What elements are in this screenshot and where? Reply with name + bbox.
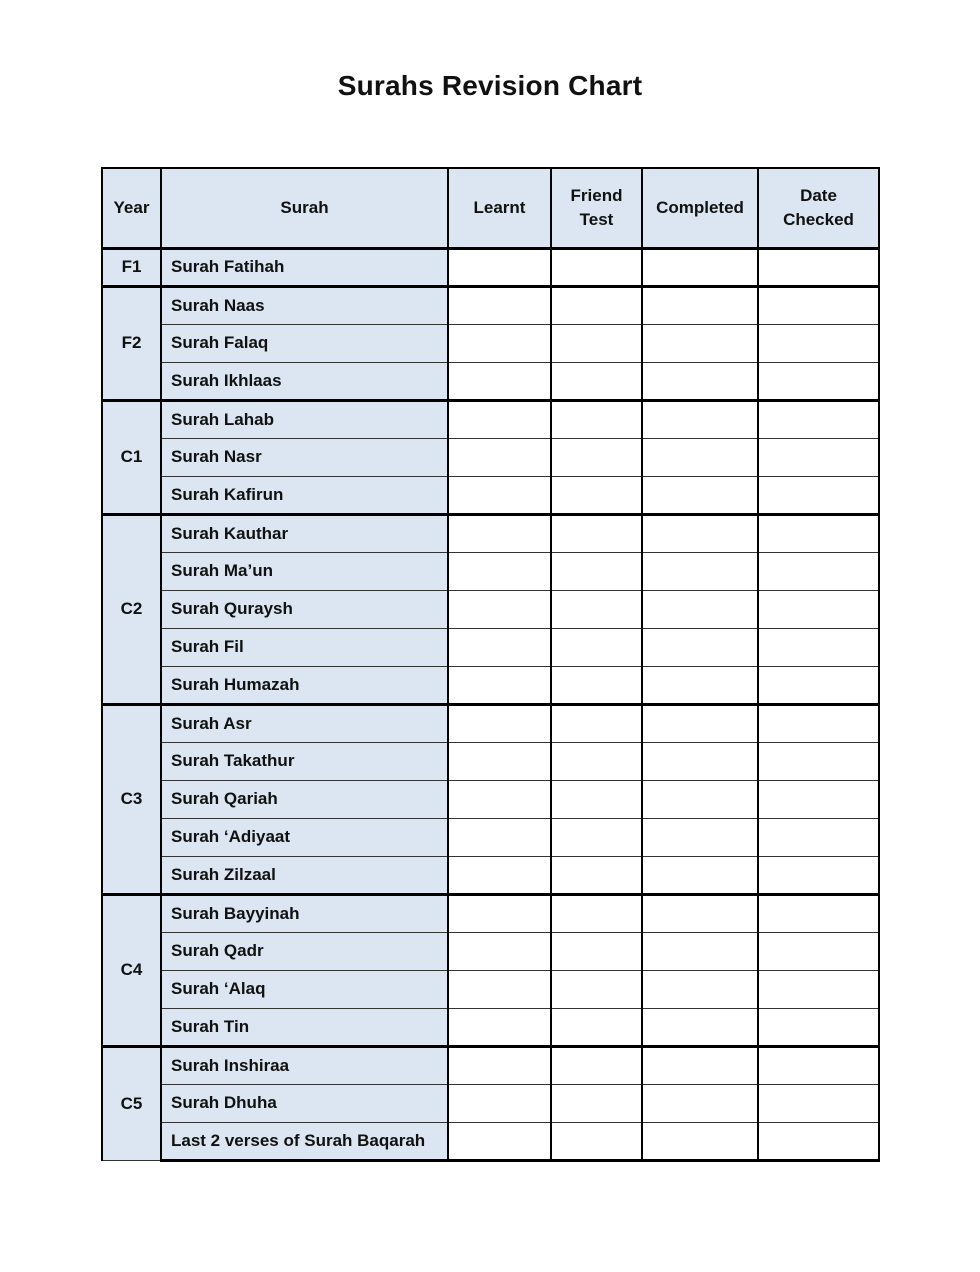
friend-test-check-cell[interactable] <box>551 324 642 362</box>
learnt-check-cell[interactable] <box>448 666 551 704</box>
header-friend-test <box>551 168 642 248</box>
friend-test-check-cell[interactable] <box>551 666 642 704</box>
learnt-check-cell[interactable] <box>448 894 551 932</box>
table-row <box>102 666 879 704</box>
header-row <box>102 168 879 248</box>
learnt-check-cell[interactable] <box>448 818 551 856</box>
year-cell: C2 <box>102 514 161 704</box>
friend-test-check-cell[interactable] <box>551 1046 642 1084</box>
learnt-check-cell[interactable] <box>448 856 551 894</box>
date-checked-cell[interactable] <box>758 894 879 932</box>
header-date-checked-line1: Date <box>800 185 837 205</box>
learnt-check-cell[interactable] <box>448 1046 551 1084</box>
table-row <box>102 1122 879 1160</box>
table-body <box>102 248 879 1160</box>
completed-check-cell[interactable] <box>642 248 758 286</box>
surah-cell: Surah Qadr <box>161 932 448 970</box>
date-checked-cell[interactable] <box>758 1122 879 1160</box>
completed-check-cell[interactable] <box>642 666 758 704</box>
completed-check-cell[interactable] <box>642 476 758 514</box>
completed-check-cell[interactable] <box>642 286 758 324</box>
completed-check-cell[interactable] <box>642 932 758 970</box>
table-row <box>102 476 879 514</box>
friend-test-check-cell[interactable] <box>551 780 642 818</box>
learnt-check-cell[interactable] <box>448 1084 551 1122</box>
completed-check-cell[interactable] <box>642 894 758 932</box>
table-row <box>102 514 879 552</box>
friend-test-check-cell[interactable] <box>551 894 642 932</box>
completed-check-cell[interactable] <box>642 970 758 1008</box>
surah-cell: Surah Naas <box>161 286 448 324</box>
header-surah: Surah <box>161 168 448 248</box>
year-cell: C3 <box>102 704 161 894</box>
table-row <box>102 400 879 438</box>
completed-check-cell[interactable] <box>642 514 758 552</box>
friend-test-check-cell[interactable] <box>551 1122 642 1160</box>
completed-check-cell[interactable] <box>642 362 758 400</box>
friend-test-check-cell[interactable] <box>551 438 642 476</box>
completed-check-cell[interactable] <box>642 818 758 856</box>
date-checked-cell[interactable] <box>758 324 879 362</box>
year-cell: F2 <box>102 286 161 400</box>
date-checked-cell[interactable] <box>758 666 879 704</box>
table-row <box>102 780 879 818</box>
table-row <box>102 1084 879 1122</box>
friend-test-check-cell[interactable] <box>551 818 642 856</box>
table-row <box>102 818 879 856</box>
date-checked-cell[interactable] <box>758 704 879 742</box>
completed-check-cell[interactable] <box>642 1046 758 1084</box>
table-row <box>102 362 879 400</box>
surah-cell: Surah ‘Alaq <box>161 970 448 1008</box>
surah-cell: Surah Qariah <box>161 780 448 818</box>
friend-test-check-cell[interactable] <box>551 362 642 400</box>
learnt-check-cell[interactable] <box>448 704 551 742</box>
completed-check-cell[interactable] <box>642 856 758 894</box>
table-row <box>102 552 879 590</box>
date-checked-cell[interactable] <box>758 818 879 856</box>
surah-cell: Surah Ikhlaas <box>161 362 448 400</box>
completed-check-cell[interactable] <box>642 780 758 818</box>
date-checked-cell[interactable] <box>758 438 879 476</box>
surah-cell: Surah Zilzaal <box>161 856 448 894</box>
table-row <box>102 590 879 628</box>
friend-test-check-cell[interactable] <box>551 400 642 438</box>
table-row <box>102 286 879 324</box>
surah-cell: Surah ‘Adiyaat <box>161 818 448 856</box>
page-title: Surahs Revision Chart <box>337 70 643 101</box>
learnt-check-cell[interactable] <box>448 742 551 780</box>
learnt-check-cell[interactable] <box>448 590 551 628</box>
completed-check-cell[interactable] <box>642 552 758 590</box>
table-row <box>102 970 879 1008</box>
surah-cell: Last 2 verses of Surah Baqarah <box>161 1122 448 1160</box>
table-row <box>102 856 879 894</box>
header-learnt: Learnt <box>448 168 551 248</box>
date-checked-cell[interactable] <box>758 856 879 894</box>
date-checked-cell[interactable] <box>758 970 879 1008</box>
completed-check-cell[interactable] <box>642 400 758 438</box>
learnt-check-cell[interactable] <box>448 1122 551 1160</box>
completed-check-cell[interactable] <box>642 324 758 362</box>
header-friend-test-line1: Friend <box>570 185 623 205</box>
header-date-checked-line2: Checked <box>783 209 854 229</box>
learnt-check-cell[interactable] <box>448 248 551 286</box>
learnt-check-cell[interactable] <box>448 324 551 362</box>
friend-test-check-cell[interactable] <box>551 476 642 514</box>
surah-cell: Surah Inshiraa <box>161 1046 448 1084</box>
year-cell: C5 <box>102 1046 161 1160</box>
date-checked-cell[interactable] <box>758 742 879 780</box>
date-checked-cell[interactable] <box>758 780 879 818</box>
surah-cell: Surah Ma’un <box>161 552 448 590</box>
learnt-check-cell[interactable] <box>448 628 551 666</box>
date-checked-cell[interactable] <box>758 400 879 438</box>
learnt-check-cell[interactable] <box>448 362 551 400</box>
header-friend-test-line2: Test <box>579 209 614 229</box>
date-checked-cell[interactable] <box>758 1008 879 1046</box>
year-cell: C1 <box>102 400 161 514</box>
friend-test-check-cell[interactable] <box>551 590 642 628</box>
table-row <box>102 324 879 362</box>
surah-cell: Surah Asr <box>161 704 448 742</box>
table-row <box>102 742 879 780</box>
surah-cell: Surah Lahab <box>161 400 448 438</box>
completed-check-cell[interactable] <box>642 438 758 476</box>
header-date-checked <box>758 168 879 248</box>
header-completed: Completed <box>642 168 758 248</box>
table-row <box>102 438 879 476</box>
friend-test-check-cell[interactable] <box>551 514 642 552</box>
friend-test-check-cell[interactable] <box>551 970 642 1008</box>
surah-cell: Surah Fatihah <box>161 248 448 286</box>
year-cell: C4 <box>102 894 161 1046</box>
header-year: Year <box>102 168 161 248</box>
completed-check-cell[interactable] <box>642 1122 758 1160</box>
friend-test-check-cell[interactable] <box>551 742 642 780</box>
learnt-check-cell[interactable] <box>448 780 551 818</box>
friend-test-check-cell[interactable] <box>551 1084 642 1122</box>
completed-check-cell[interactable] <box>642 590 758 628</box>
date-checked-cell[interactable] <box>758 552 879 590</box>
date-checked-cell[interactable] <box>758 1084 879 1122</box>
table-row <box>102 1046 879 1084</box>
learnt-check-cell[interactable] <box>448 476 551 514</box>
date-checked-cell[interactable] <box>758 248 879 286</box>
surah-cell: Surah Falaq <box>161 324 448 362</box>
learnt-check-cell[interactable] <box>448 438 551 476</box>
date-checked-cell[interactable] <box>758 932 879 970</box>
completed-check-cell[interactable] <box>642 1008 758 1046</box>
friend-test-check-cell[interactable] <box>551 628 642 666</box>
completed-check-cell[interactable] <box>642 704 758 742</box>
learnt-check-cell[interactable] <box>448 932 551 970</box>
surah-cell: Surah Nasr <box>161 438 448 476</box>
table-row <box>102 1008 879 1046</box>
completed-check-cell[interactable] <box>642 742 758 780</box>
surah-cell: Surah Dhuha <box>161 1084 448 1122</box>
friend-test-check-cell[interactable] <box>551 856 642 894</box>
friend-test-check-cell[interactable] <box>551 704 642 742</box>
friend-test-check-cell[interactable] <box>551 932 642 970</box>
learnt-check-cell[interactable] <box>448 1008 551 1046</box>
learnt-check-cell[interactable] <box>448 514 551 552</box>
surah-cell: Surah Kauthar <box>161 514 448 552</box>
table-row <box>102 704 879 742</box>
learnt-check-cell[interactable] <box>448 552 551 590</box>
revision-table <box>101 167 880 1162</box>
date-checked-cell[interactable] <box>758 1046 879 1084</box>
surah-cell: Surah Bayyinah <box>161 894 448 932</box>
friend-test-check-cell[interactable] <box>551 286 642 324</box>
date-checked-cell[interactable] <box>758 362 879 400</box>
friend-test-check-cell[interactable] <box>551 552 642 590</box>
surah-cell: Surah Fil <box>161 628 448 666</box>
surah-cell: Surah Tin <box>161 1008 448 1046</box>
friend-test-check-cell[interactable] <box>551 248 642 286</box>
date-checked-cell[interactable] <box>758 476 879 514</box>
date-checked-cell[interactable] <box>758 628 879 666</box>
completed-check-cell[interactable] <box>642 1084 758 1122</box>
learnt-check-cell[interactable] <box>448 286 551 324</box>
surah-cell: Surah Humazah <box>161 666 448 704</box>
learnt-check-cell[interactable] <box>448 970 551 1008</box>
table-row <box>102 628 879 666</box>
table-row <box>102 248 879 286</box>
surah-cell: Surah Takathur <box>161 742 448 780</box>
date-checked-cell[interactable] <box>758 590 879 628</box>
completed-check-cell[interactable] <box>642 628 758 666</box>
friend-test-check-cell[interactable] <box>551 1008 642 1046</box>
year-cell: F1 <box>102 248 161 286</box>
surah-cell: Surah Kafirun <box>161 476 448 514</box>
table-row <box>102 932 879 970</box>
surah-cell: Surah Quraysh <box>161 590 448 628</box>
table-row <box>102 894 879 932</box>
date-checked-cell[interactable] <box>758 286 879 324</box>
learnt-check-cell[interactable] <box>448 400 551 438</box>
date-checked-cell[interactable] <box>758 514 879 552</box>
